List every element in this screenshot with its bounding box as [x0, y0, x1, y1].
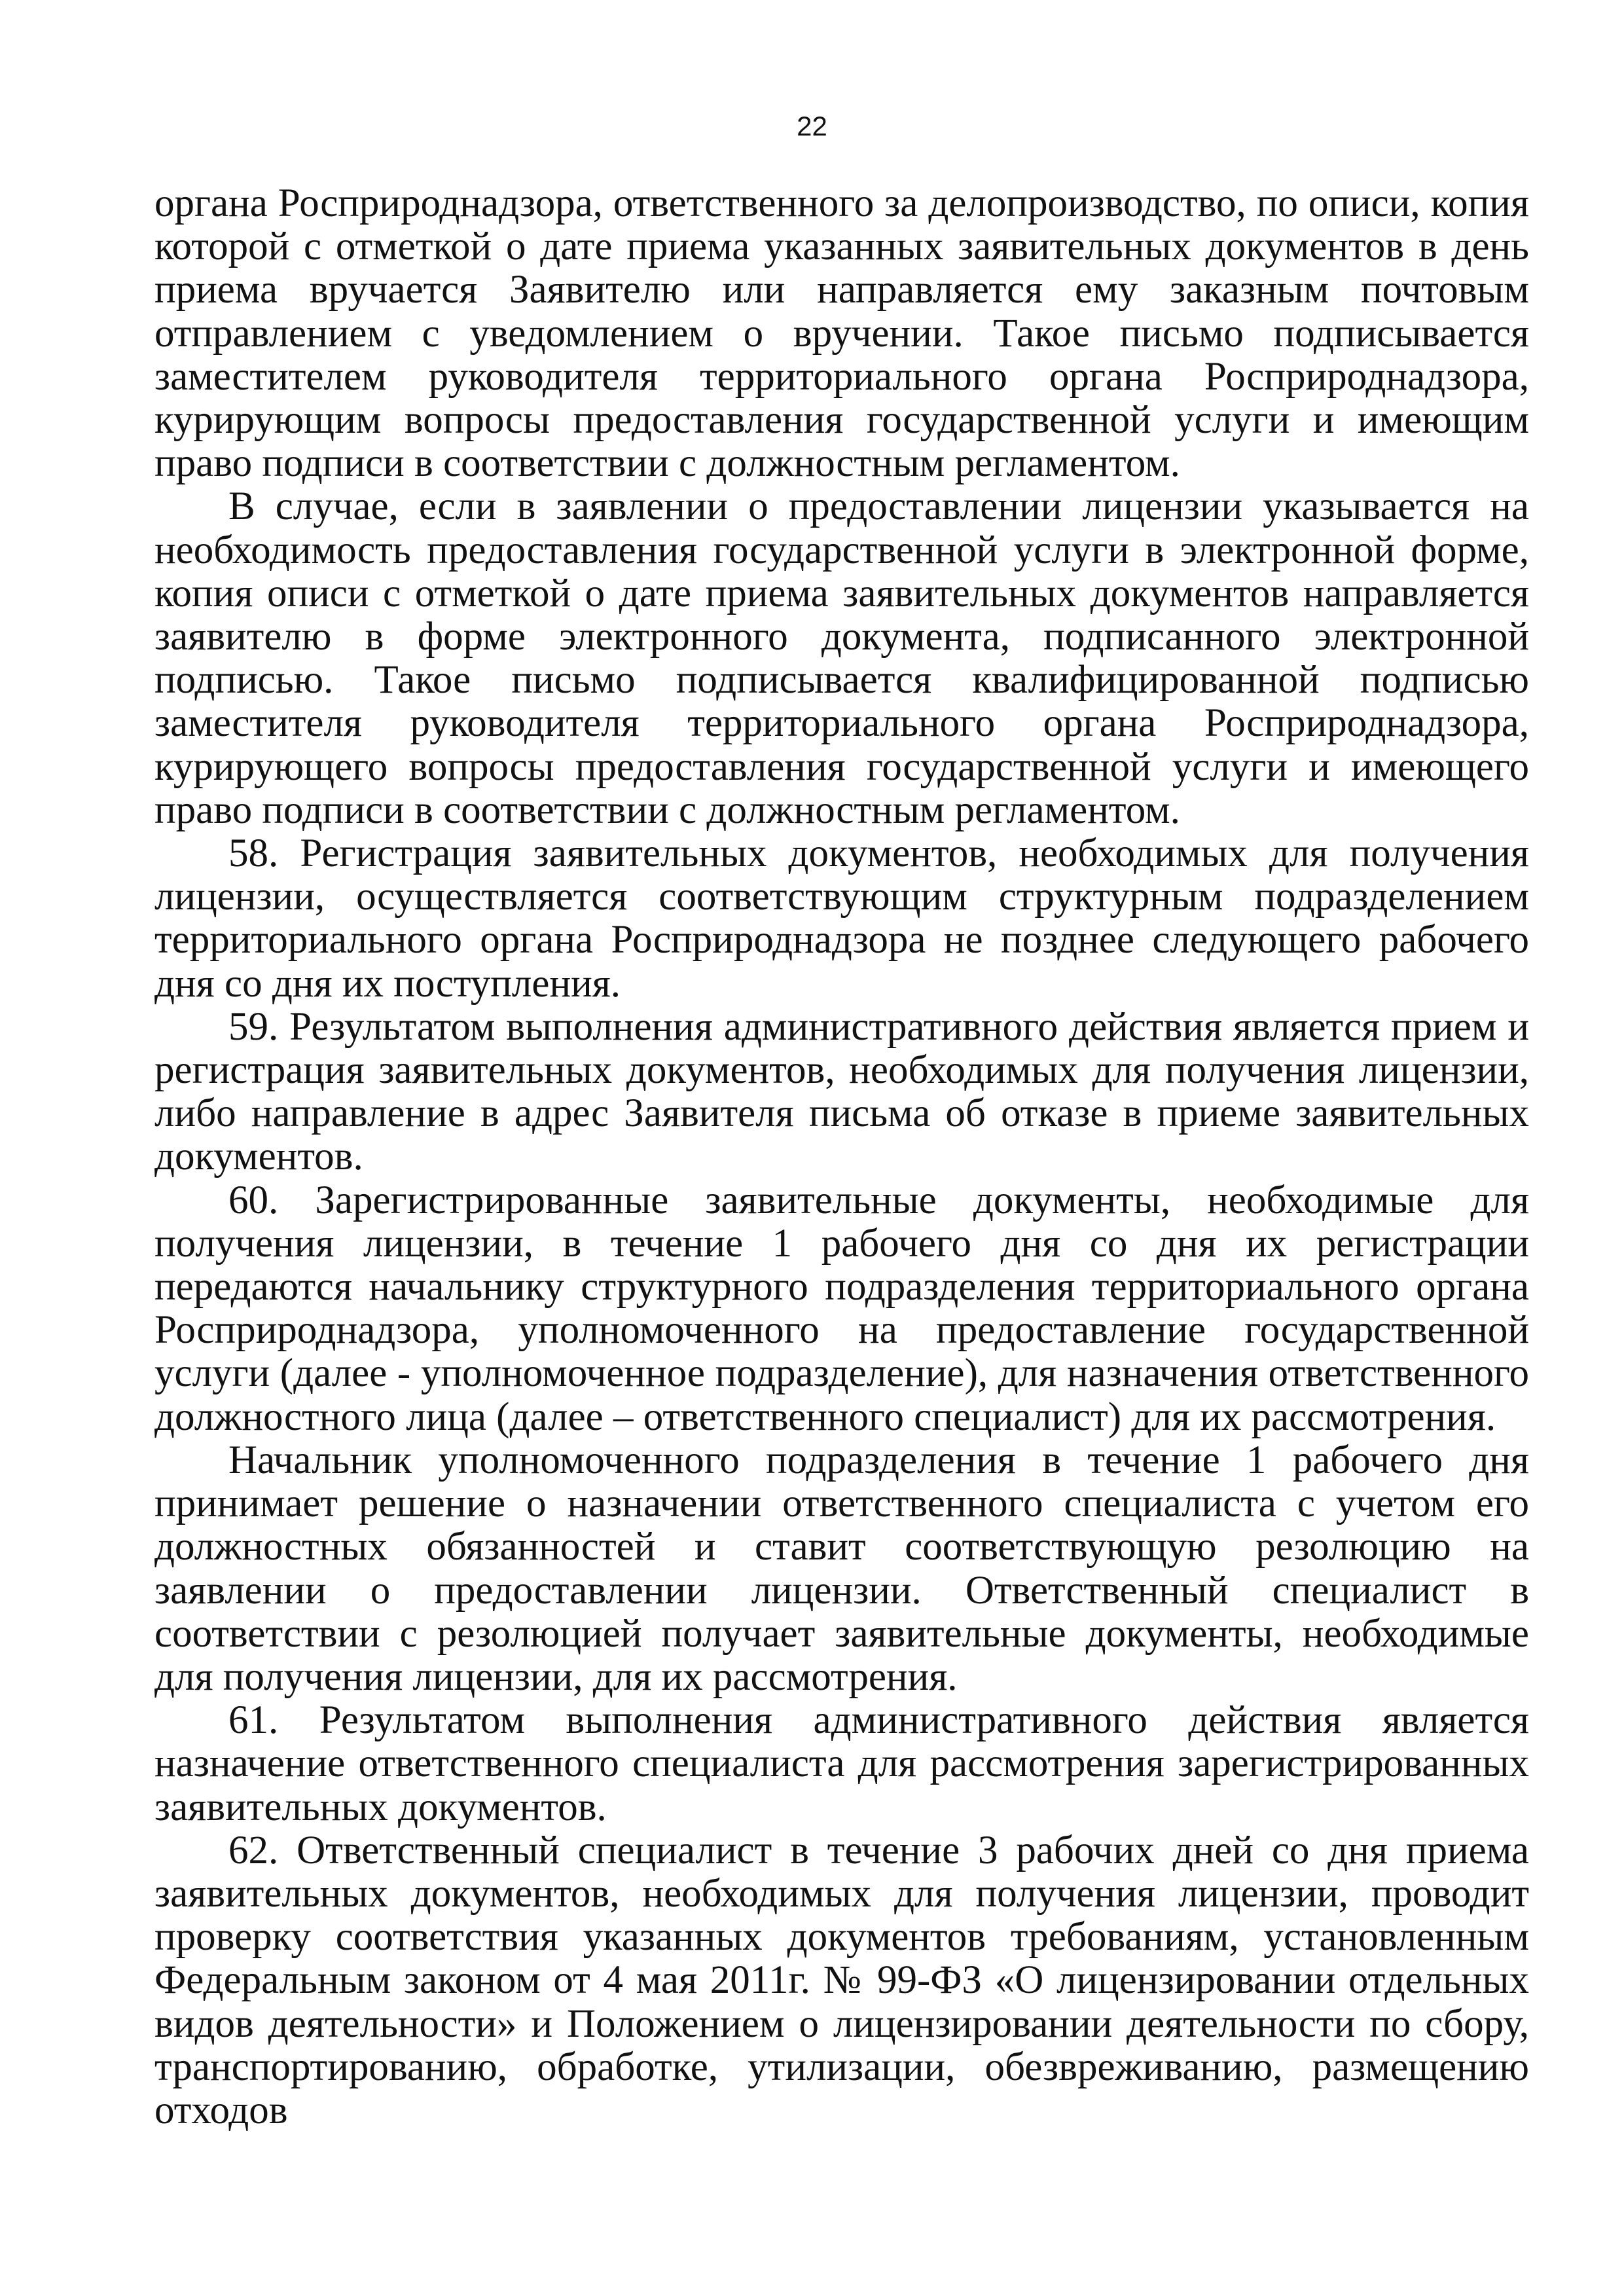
paragraph-59: 59. Результатом выполнения административного действия является прием и регистрация заявительных документов, необходимых для получения лицензии, либо направление в адрес Заявителя письма об отказе в приеме заявительных документов.	[154, 1004, 1529, 1179]
paragraph-60: 60. Зарегистрированные заявительные документы, необходимые для получения лицензии, в течение 1 рабочего дня со дня их регистрации передаются начальнику структурного подразделения территориального органа Росприроднадзора, уполномоченного на предоставление государственной услуги (далее - уполномоченное подразделение), для назначения ответственного должностного лица (далее – ответственного специалист) для их рассмотрения.	[154, 1178, 1529, 1439]
paragraph-head-decision: Начальник уполномоченного подразделения в течение 1 рабочего дня принимает решение о назначении ответственного специалиста с учетом его должностных обязанностей и ставит соответствующую резолюцию на заявлении о предоставлении лицензии. Ответственный специалист в соответствии с резолюцией получает заявительные документы, необходимые для получения лицензии, для их рассмотрения.	[154, 1438, 1529, 1699]
paragraph-61: 61. Результатом выполнения административного действия является назначение ответственного специалиста для рассмотрения зарегистрированных заявительных документов.	[154, 1698, 1529, 1829]
paragraph-58: 58. Регистрация заявительных документов, необходимых для получения лицензии, осуществляется соответствующим структурным подразделением территориального органа Росприроднадзора не позднее следующего рабочего дня со дня их поступления.	[154, 831, 1529, 1006]
paragraph-continuation: органа Росприроднадзора, ответственного за делопроизводство, по описи, копия которой с отметкой о дате приема указанных заявительных документов в день приема вручается Заявителю или направляется ему заказным почтовым отправлением с уведомлением о вручении. Такое письмо подписывается заместителем руководителя территориального органа Росприроднадзора, курирующим вопросы предоставления государственной услуги и имеющим право подписи в соответствии с должностным регламентом.	[154, 181, 1529, 486]
document-body	[154, 182, 1529, 2132]
paragraph-electronic-form: В случае, если в заявлении о предоставлении лицензии указывается на необходимость предоставления государственной услуги в электронной форме, копия описи с отметкой о дате приема заявительных документов направляется заявителю в форме электронного документа, подписанного электронной подписью. Такое письмо подписывается квалифицированной подписью заместителя руководителя территориального органа Росприроднадзора, курирующего вопросы предоставления государственной услуги и имеющего право подписи в соответствии с должностным регламентом.	[154, 484, 1529, 832]
page-number: 22	[797, 111, 827, 141]
paragraph-62: 62. Ответственный специалист в течение 3 рабочих дней со дня приема заявительных документов, необходимых для получения лицензии, проводит проверку соответствия указанных документов требованиям, установленным Федеральным законом от 4 мая 2011г. № 99-ФЗ «О лицензировании отдельных видов деятельности» и Положением о лицензировании деятельности по сбору, транспортированию, обработке, утилизации, обезвреживанию, размещению отходов	[154, 1828, 1529, 2132]
